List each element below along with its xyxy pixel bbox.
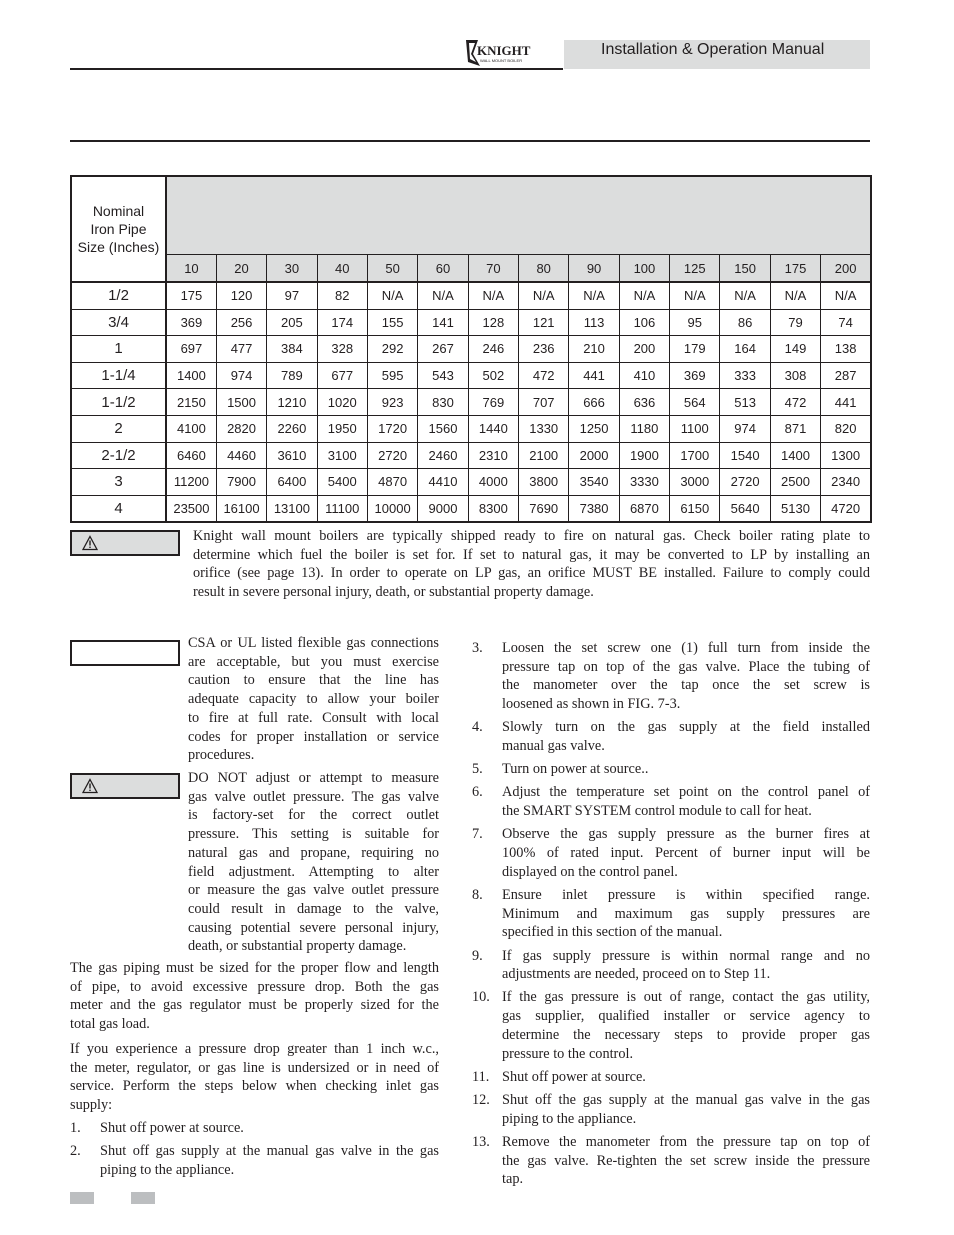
step-line: manual gas valve. (502, 738, 605, 755)
text-line: If you experience a pressure drop greater than 1 inch w.c., (70, 1041, 439, 1057)
capacity-cell: 820 (821, 415, 871, 442)
step-line: determine the necessary steps to provide proper gas (502, 1026, 870, 1043)
capacity-cell: 1700 (670, 442, 720, 469)
capacity-cell: 7380 (569, 495, 619, 522)
pipe-size-cell: 3/4 (71, 309, 166, 336)
body-paragraph-sizing (70, 959, 439, 1034)
capacity-cell: 3800 (519, 469, 569, 496)
capacity-cell: 3610 (267, 442, 317, 469)
capacity-cell: 120 (216, 282, 266, 309)
step-item (472, 886, 870, 942)
capacity-cell: 1330 (519, 415, 569, 442)
logo-wordmark: KNIGHT (477, 43, 531, 58)
capacity-cell: 1180 (619, 415, 669, 442)
step-line: Observe the gas supply pressure as the burner fires at (502, 826, 870, 843)
table-body (71, 282, 871, 522)
capacity-cell: N/A (519, 282, 569, 309)
capacity-cell: 205 (267, 309, 317, 336)
length-header: 100 (619, 255, 669, 283)
length-header-row (71, 255, 871, 283)
text-line: meter and the gas regulator must be properly sized for the (70, 997, 439, 1014)
text-line: DO NOT adjust or attempt to measure (188, 770, 439, 786)
warning-triangle-icon (82, 778, 98, 794)
capacity-cell: N/A (418, 282, 468, 309)
capacity-cell: 369 (166, 309, 216, 336)
logo-subtext: WALL MOUNT BOILER (480, 58, 523, 63)
pipe-size-cell: 1-1/2 (71, 389, 166, 416)
step-number: 7. (472, 826, 483, 843)
warning-text-lp (193, 527, 870, 602)
pipe-size-cell: 4 (71, 495, 166, 522)
capacity-cell: 149 (770, 336, 820, 363)
capacity-cell: 74 (821, 309, 871, 336)
capacity-cell: 472 (770, 389, 820, 416)
capacity-cell: 9000 (418, 495, 468, 522)
text-line: field adjustment. Attempting to alter (188, 863, 439, 880)
capacity-cell: N/A (720, 282, 770, 309)
corner-line: Size (Inches) (77, 239, 160, 255)
step-line: Remove the manometer from the pressure tap on top of (502, 1133, 870, 1150)
capacity-cell: 543 (418, 362, 468, 389)
step-item (472, 1133, 870, 1189)
notice-text-flex (188, 634, 439, 765)
step-line: 100% of rated input. Percent of burner input will be (502, 845, 870, 862)
step-item (472, 1068, 870, 1087)
capacity-cell: N/A (569, 282, 619, 309)
text-line: CSA or UL listed flexible gas connections (188, 635, 439, 651)
capacity-cell: 106 (619, 309, 669, 336)
section-rule (70, 140, 870, 142)
step-line: displayed on the control panel. (502, 863, 678, 880)
capacity-cell: 1500 (216, 389, 266, 416)
capacity-cell: 564 (670, 389, 720, 416)
capacity-cell: 236 (519, 336, 569, 363)
corner-line: Iron Pipe (90, 221, 147, 237)
capacity-cell: 4410 (418, 469, 468, 496)
text-line: causing potential severe personal injury, (188, 919, 439, 936)
step-line: specified in this section of the manual. (502, 924, 723, 941)
capacity-cell: 16100 (216, 495, 266, 522)
step-line: Ensure inlet pressure is within specified range. (502, 886, 870, 903)
capacity-cell: 8300 (468, 495, 518, 522)
capacity-cell: 974 (216, 362, 266, 389)
capacity-cell: 2000 (569, 442, 619, 469)
capacity-cell: 2500 (770, 469, 820, 496)
capacity-cell: 97 (267, 282, 317, 309)
capacity-cell: 308 (770, 362, 820, 389)
capacity-cell: 441 (569, 362, 619, 389)
length-header: 30 (267, 255, 317, 283)
capacity-cell: 1540 (720, 442, 770, 469)
capacity-cell: 175 (166, 282, 216, 309)
capacity-cell: 164 (720, 336, 770, 363)
knight-logo (464, 38, 538, 68)
capacity-cell: 1250 (569, 415, 619, 442)
step-item (472, 760, 870, 779)
manual-title: Installation & Operation Manual (601, 41, 825, 58)
footer-page-tab (70, 1192, 94, 1204)
pipe-size-cell: 1 (71, 336, 166, 363)
step-item (472, 825, 870, 881)
capacity-cell: 2310 (468, 442, 518, 469)
text-line: is factory-set for the correct outlet (188, 807, 439, 824)
warning-text-valve (188, 769, 439, 956)
step-line: Shut off power at source. (100, 1120, 244, 1136)
capacity-cell: 7690 (519, 495, 569, 522)
capacity-cell: 2150 (166, 389, 216, 416)
capacity-cell: 830 (418, 389, 468, 416)
step-line: Loosen the set screw one (1) full turn from inside the (502, 640, 870, 656)
step-line: tap. (502, 1171, 524, 1188)
step-number: 11. (472, 1068, 490, 1085)
capacity-cell: 13100 (267, 495, 317, 522)
length-header: 80 (519, 255, 569, 283)
text-line: death, or substantial property damage. (188, 938, 407, 955)
step-item (70, 1119, 439, 1138)
step-line: the gas valve. Re-tighten the set screw inside the pressure (502, 1152, 870, 1169)
step-line: Turn on power at source.. (502, 761, 649, 778)
pipe-size-cell: 3 (71, 469, 166, 496)
table-row (71, 336, 871, 363)
step-number: 9. (472, 947, 483, 964)
capacity-cell: 3000 (670, 469, 720, 496)
capacity-cell: 86 (720, 309, 770, 336)
pipe-size-cell: 1-1/4 (71, 362, 166, 389)
pipe-size-cell: 2-1/2 (71, 442, 166, 469)
text-line: The gas piping must be sized for the proper flow and length (70, 960, 439, 976)
capacity-cell: 11200 (166, 469, 216, 496)
text-line: of pipe, to avoid excessive pressure drop. Both the gas (70, 978, 439, 995)
pipe-size-header (71, 176, 166, 282)
length-header: 50 (367, 255, 417, 283)
step-line: piping to the appliance. (100, 1161, 235, 1178)
step-line: Shut off power at source. (502, 1068, 646, 1085)
capacity-cell: 1400 (166, 362, 216, 389)
capacity-cell: 23500 (166, 495, 216, 522)
footer-section-tab (131, 1192, 155, 1204)
text-line: determine which fuel the boiler is set for. If set to natural gas, it may be converted to LP by installing an (193, 546, 870, 563)
text-line: gas valve outlet pressure. The gas valve (188, 788, 439, 805)
text-line: total gas load. (70, 1016, 150, 1033)
step-line: Shut off gas supply at the manual gas valve in the gas (100, 1143, 439, 1160)
capacity-cell: 292 (367, 336, 417, 363)
capacity-cell: 113 (569, 309, 619, 336)
steps-list-right (472, 639, 870, 1193)
header-rule (70, 68, 563, 70)
notice-label-flex (70, 640, 180, 666)
text-line: adequate capacity to allow your boiler (188, 691, 439, 708)
step-line: piping to the appliance. (502, 1110, 637, 1127)
capacity-cell: 6460 (166, 442, 216, 469)
capacity-cell: 369 (670, 362, 720, 389)
capacity-cell: 4460 (216, 442, 266, 469)
step-item (472, 718, 870, 755)
capacity-cell: 1560 (418, 415, 468, 442)
capacity-cell: 6400 (267, 469, 317, 496)
capacity-cell: 179 (670, 336, 720, 363)
step-line: loosened as shown in FIG. 7-3. (502, 696, 681, 713)
capacity-cell: 128 (468, 309, 518, 336)
text-line: are acceptable, but you must exercise (188, 653, 439, 670)
capacity-cell: 79 (770, 309, 820, 336)
step-number: 3. (472, 640, 483, 656)
capacity-cell: 5130 (770, 495, 820, 522)
capacity-cell: 410 (619, 362, 669, 389)
step-number: 10. (472, 989, 490, 1006)
step-number: 4. (472, 719, 483, 736)
capacity-cell: 441 (821, 389, 871, 416)
capacity-cell: 769 (468, 389, 518, 416)
capacity-cell: 11100 (317, 495, 367, 522)
capacity-cell: 1300 (821, 442, 871, 469)
capacity-cell: 141 (418, 309, 468, 336)
capacity-cell: N/A (468, 282, 518, 309)
capacity-cell: 3100 (317, 442, 367, 469)
length-header: 60 (418, 255, 468, 283)
gas-pipe-capacity-table (70, 175, 872, 523)
length-header: 70 (468, 255, 518, 283)
capacity-cell: 789 (267, 362, 317, 389)
table-row (71, 415, 871, 442)
table-row (71, 362, 871, 389)
warning-label-valve (70, 773, 180, 799)
capacity-cell: N/A (367, 282, 417, 309)
length-header: 200 (821, 255, 871, 283)
capacity-cell: 267 (418, 336, 468, 363)
table-row (71, 495, 871, 522)
capacity-cell: 3540 (569, 469, 619, 496)
capacity-cell: 4720 (821, 495, 871, 522)
text-line: natural gas and propane, requiring no (188, 844, 439, 861)
text-line: result in severe personal injury, death, or substantial property damage. (193, 584, 594, 601)
table-row (71, 282, 871, 309)
capacity-cell: 1210 (267, 389, 317, 416)
capacity-cell: 1440 (468, 415, 518, 442)
capacity-cell: 2820 (216, 415, 266, 442)
text-line: procedures. (188, 747, 255, 764)
capacity-cell: 923 (367, 389, 417, 416)
capacity-cell: 4000 (468, 469, 518, 496)
step-line: adjustments are needed, proceed on to Step 11. (502, 966, 771, 983)
capacity-cell: 1400 (770, 442, 820, 469)
capacity-cell: 477 (216, 336, 266, 363)
step-number: 2. (70, 1143, 81, 1160)
pipe-size-cell: 2 (71, 415, 166, 442)
step-item (472, 988, 870, 1063)
capacity-cell: 2340 (821, 469, 871, 496)
step-line: If the gas pressure is out of range, contact the gas utility, (502, 989, 870, 1006)
capacity-cell: 82 (317, 282, 367, 309)
step-item (70, 1142, 439, 1179)
length-header: 125 (670, 255, 720, 283)
capacity-cell: 4100 (166, 415, 216, 442)
capacity-cell: 7900 (216, 469, 266, 496)
text-line: could result in damage to the valve, (188, 900, 439, 917)
capacity-cell: 5640 (720, 495, 770, 522)
capacity-cell: 2460 (418, 442, 468, 469)
step-item (472, 1091, 870, 1128)
step-number: 6. (472, 784, 483, 801)
step-number: 5. (472, 761, 483, 778)
step-line: Adjust the temperature set point on the control panel of (502, 784, 870, 801)
text-line: orifice (see page 13). In order to operate on LP gas, an orifice MUST BE installed. Failure to comply could (193, 565, 870, 582)
step-item (472, 639, 870, 714)
capacity-cell: 328 (317, 336, 367, 363)
text-line: supply: (70, 1097, 113, 1114)
capacity-cell: 666 (569, 389, 619, 416)
capacity-cell: 2720 (367, 442, 417, 469)
step-line: the SMART SYSTEM control module to call for heat. (502, 803, 812, 820)
capacity-cell: 333 (720, 362, 770, 389)
table-row (71, 442, 871, 469)
step-line: Shut off the gas supply at the manual gas valve in the gas (502, 1091, 870, 1108)
step-line: Minimum and maximum gas supply pressures are (502, 905, 870, 922)
capacity-cell: N/A (619, 282, 669, 309)
length-header: 90 (569, 255, 619, 283)
capacity-cell: 4870 (367, 469, 417, 496)
text-line: the meter, regulator, or gas line is undersized or in need of (70, 1059, 439, 1076)
capacity-cell: 256 (216, 309, 266, 336)
text-line: codes for proper installation or service (188, 728, 439, 745)
capacity-cell: 95 (670, 309, 720, 336)
capacity-cell: 2100 (519, 442, 569, 469)
capacity-cell: 636 (619, 389, 669, 416)
capacity-cell: N/A (670, 282, 720, 309)
capacity-cell: 287 (821, 362, 871, 389)
step-line: gas supplier, qualified installer or service agency to (502, 1008, 870, 1025)
text-line: to fire at full rate. Consult with local (188, 709, 439, 726)
steps-list-left (70, 1119, 439, 1184)
capacity-cell: 677 (317, 362, 367, 389)
table-row (71, 389, 871, 416)
pipe-size-cell: 1/2 (71, 282, 166, 309)
text-line: pressure. This setting is suitable for (188, 826, 439, 843)
step-number: 12. (472, 1091, 490, 1108)
table-title-band (166, 176, 871, 255)
table-banner-row (71, 176, 871, 255)
capacity-cell: 6150 (670, 495, 720, 522)
capacity-cell: 595 (367, 362, 417, 389)
step-line: Slowly turn on the gas supply at the field installed (502, 719, 870, 736)
capacity-cell: N/A (821, 282, 871, 309)
step-item (472, 783, 870, 820)
step-line: pressure tap on top of the gas valve. Place the tubing of (502, 658, 870, 675)
capacity-cell: 2260 (267, 415, 317, 442)
table-row (71, 309, 871, 336)
capacity-cell: 121 (519, 309, 569, 336)
step-item (472, 947, 870, 984)
capacity-cell: 6870 (619, 495, 669, 522)
corner-line: Nominal (92, 203, 145, 219)
text-line: Knight wall mount boilers are typically shipped ready to fire on natural gas. Check boiler rating plate to (193, 528, 870, 544)
text-line: caution to ensure that the line has (188, 672, 439, 689)
capacity-cell: 2720 (720, 469, 770, 496)
capacity-cell: 1020 (317, 389, 367, 416)
length-header: 150 (720, 255, 770, 283)
length-header: 20 (216, 255, 266, 283)
length-header: 175 (770, 255, 820, 283)
length-header: 10 (166, 255, 216, 283)
capacity-cell: 138 (821, 336, 871, 363)
capacity-cell: 502 (468, 362, 518, 389)
warning-label-lp (70, 530, 180, 556)
capacity-cell: 200 (619, 336, 669, 363)
body-paragraph-pressure-drop (70, 1040, 439, 1115)
step-number: 8. (472, 886, 483, 903)
capacity-cell: 1100 (670, 415, 720, 442)
capacity-cell: 5400 (317, 469, 367, 496)
capacity-cell: 974 (720, 415, 770, 442)
capacity-cell: 174 (317, 309, 367, 336)
capacity-cell: 210 (569, 336, 619, 363)
text-line: service. Perform the steps below when checking inlet gas (70, 1078, 439, 1095)
step-line: the manometer over the tap once the set screw is (502, 677, 870, 694)
capacity-cell: 871 (770, 415, 820, 442)
step-line: If gas supply pressure is within normal range and no (502, 947, 870, 964)
capacity-cell: 1950 (317, 415, 367, 442)
capacity-cell: 472 (519, 362, 569, 389)
capacity-cell: 155 (367, 309, 417, 336)
step-number: 13. (472, 1133, 490, 1150)
capacity-cell: 707 (519, 389, 569, 416)
step-line: pressure to the control. (502, 1045, 634, 1062)
capacity-cell: 10000 (367, 495, 417, 522)
capacity-cell: 513 (720, 389, 770, 416)
capacity-cell: 246 (468, 336, 518, 363)
capacity-cell: N/A (770, 282, 820, 309)
text-line: or measure the gas valve outlet pressure (188, 882, 439, 899)
capacity-cell: 384 (267, 336, 317, 363)
warning-triangle-icon (82, 535, 98, 551)
capacity-cell: 1720 (367, 415, 417, 442)
capacity-cell: 1900 (619, 442, 669, 469)
length-header: 40 (317, 255, 367, 283)
table-row (71, 469, 871, 496)
step-number: 1. (70, 1120, 81, 1136)
capacity-cell: 3330 (619, 469, 669, 496)
capacity-cell: 697 (166, 336, 216, 363)
